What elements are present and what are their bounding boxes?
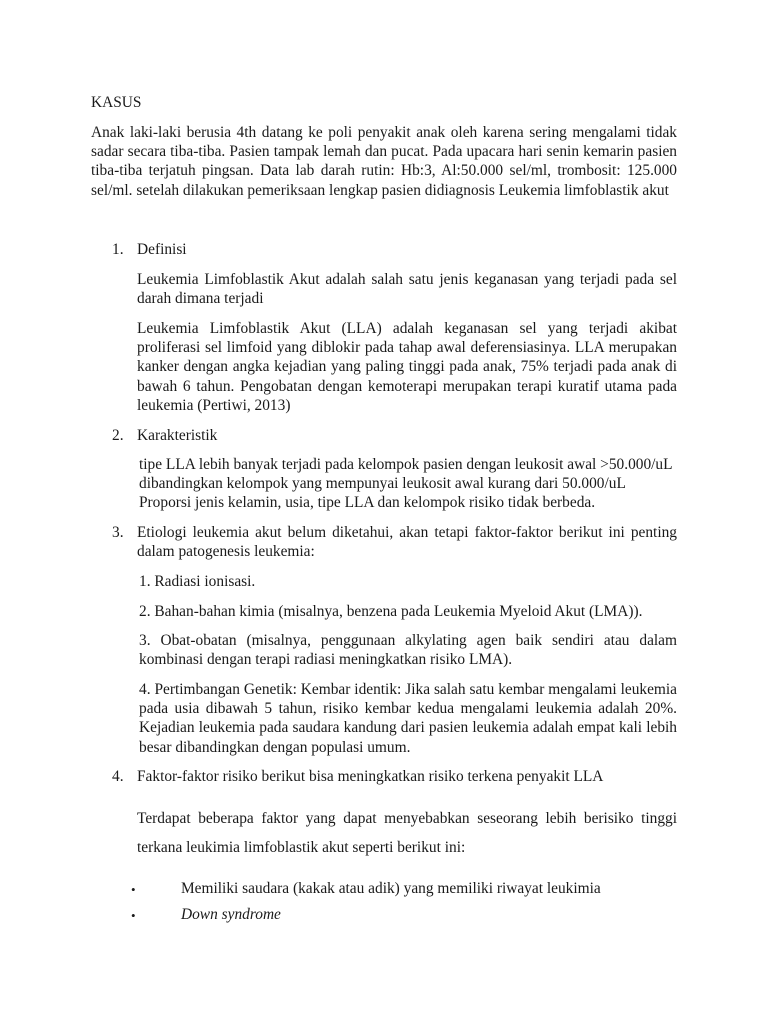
section-1-heading: Definisi	[137, 241, 187, 258]
section-2-heading: Karakteristik	[137, 427, 218, 444]
section-3-item-4: 4. Pertimbangan Genetik: Kembar identik: Jika salah satu kembar mengalami leukemia pada usia dibawah 5 tahun, risiko kembar kedua mengalami leukemia adalah 20%. Kejadian leukemia pada saudara kandung dari pasien leukemia adalah empat kali lebih besar dibandingkan dengan populasi umum.	[139, 681, 677, 756]
section-3-item-3: 3. Obat-obatan (misalnya, penggunaan alkylating agen baik sendiri atau dalam kombinasi dengan terapi radiasi meningkatkan risiko LMA).	[139, 632, 677, 669]
document-title: KASUS	[91, 94, 142, 111]
section-3-item-2: 2. Bahan-bahan kimia (misalnya, benzena pada Leukemia Myeloid Akut (LMA)).	[139, 603, 643, 620]
section-2-paragraph: tipe LLA lebih banyak terjadi pada kelompok pasien dengan leukosit awal >50.000/uL dibandingkan kelompok yang mempunyai leukosit awal kurang dari 50.000/uL Proporsi jenis kelamin, usia, tipe LLA dan kelompok risiko tidak berbeda.	[139, 456, 672, 512]
section-1-number: 1.	[112, 241, 124, 258]
section-4-number: 4.	[112, 768, 124, 785]
section-3-heading: Etiologi leukemia akut belum diketahui, akan tetapi faktor-faktor berikut ini penting dalam patogenesis leukemia:	[137, 524, 677, 561]
section-4-paragraph: Terdapat beberapa faktor yang dapat menyebabkan seseorang lebih berisiko tinggi terkana leukimia limfoblastik akut seperti berikut ini:	[137, 810, 677, 856]
section-3-item-1: 1. Radiasi ionisasi.	[139, 573, 256, 590]
section-4-bullet-2: Down syndrome	[181, 906, 281, 923]
bullet-2-marker: •	[131, 908, 136, 923]
section-4-heading: Faktor-faktor risiko berikut bisa meningkatkan risiko terkena penyakit LLA	[137, 768, 604, 785]
section-3-number: 3.	[112, 524, 124, 541]
bullet-1-marker: •	[131, 882, 136, 897]
section-2-number: 2.	[112, 427, 124, 444]
case-intro-paragraph: Anak laki-laki berusia 4th datang ke poli penyakit anak oleh karena sering mengalami tidak sadar secara tiba-tiba. Pasien tampak lemah dan pucat. Pada upacara hari senin kemarin pasien tiba-tiba terjatuh pingsan. Data lab darah rutin: Hb:3, Al:50.000 sel/ml, trombosit: 125.000 sel/ml. setelah dilakukan pemeriksaan lengkap pasien didiagnosis Leukemia limfoblastik akut	[91, 124, 677, 199]
section-4-bullet-1: Memiliki saudara (kakak atau adik) yang memiliki riwayat leukimia	[181, 880, 601, 897]
section-1-paragraph-1: Leukemia Limfoblastik Akut adalah salah satu jenis keganasan yang terjadi pada sel darah dimana terjadi	[137, 271, 677, 308]
section-1-paragraph-2: Leukemia Limfoblastik Akut (LLA) adalah keganasan sel yang terjadi akibat proliferasi sel limfoid yang diblokir pada tahap awal deferensiasinya. LLA merupakan kanker dengan angka kejadian yang paling tinggi pada anak, 75% terjadi pada anak di bawah 6 tahun. Pengobatan dengan kemoterapi merupakan terapi kuratif utama pada leukemia (Pertiwi, 2013)	[137, 320, 677, 414]
